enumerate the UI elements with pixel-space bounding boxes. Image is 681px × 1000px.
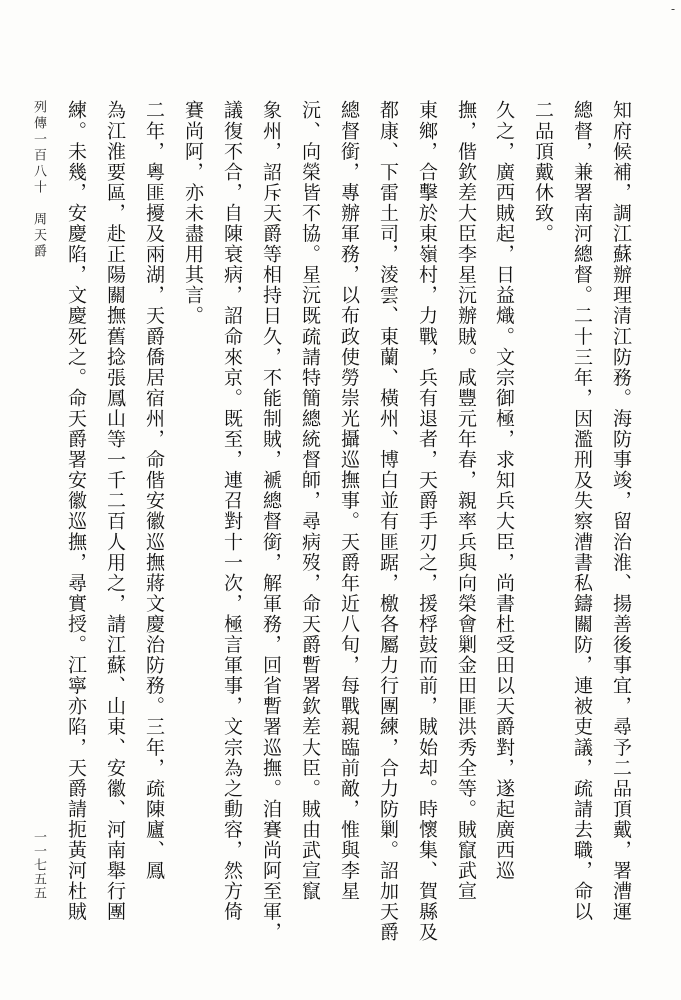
page-number: 一一七五五: [31, 830, 46, 900]
top-edge-mark: -: [670, 2, 675, 16]
text-column-14: 為江淮要區，赴正陽關撫舊捻張鳳山等一千二百人用之，請江蘇、山東、安徽、河南舉行團: [104, 100, 126, 922]
text-column-9: 沅、向榮皆不協。星沅既疏請特簡總統督師，尋病歿，命天爵暫署欽差大臣。賊由武宣竄: [299, 100, 321, 902]
text-column-5: 撫，偕欽差大臣李星沅辦賊。咸豐元年春，親率兵與向榮會剿金田匪洪秀全等。賊竄武宣: [455, 100, 477, 902]
text-column-8: 總督銜，專辦軍務，以布政使勞崇光攝巡撫事。天爵年近八旬，每戰親臨前敵，惟與李星: [338, 100, 360, 902]
text-column-11: 議復不合，自陳衰病，詔命來京。既至，連召對十一次，極言軍事，文宗為之動容，然方倚: [221, 100, 243, 922]
running-head: 列傳一百八十 周天爵: [31, 100, 46, 260]
text-column-4: 久之，廣西賊起，日益熾。文宗御極，求知兵大臣，尚書杜受田以天爵對，遂起廣西巡: [493, 100, 515, 881]
text-column-10: 象州，詔斥天爵等相持日久，不能制賊，褫總督銜，解軍務，回省暫署巡撫。洎賽尚阿至軍，: [260, 100, 282, 943]
text-column-1: 知府候補，調江蘇辦理清江防務。海防事竣，留治淮、揚善後事宜，尋予二品頂戴，署漕運: [610, 100, 632, 922]
text-column-6: 東鄉，合擊於東嶺村，力戰，兵有退者，天爵手刃之，援桴鼓而前，賊始却。時懷集、賀縣及: [416, 100, 438, 943]
text-column-13: 二年，粵匪擾及兩湖，天爵僑居宿州，命偕安徽巡撫蔣文慶治防務。三年，疏陳廬、鳳: [143, 100, 165, 881]
text-column-3: 二品頂戴休致。: [532, 100, 554, 244]
text-column-12: 賽尚阿，亦未盡用其言。: [182, 100, 204, 327]
text-column-7: 都康、下雷土司，淩雲、東蘭、橫州、博白並有匪踞，檄各屬力行團練，合力防剿。詔加天爵: [377, 100, 399, 943]
text-column-15: 練。未幾，安慶陷，文慶死之。命天爵署安徽巡撫，尋實授。江寧亦陷，天爵請扼黃河杜賊: [65, 100, 87, 922]
text-column-2: 總督，兼署南河總督。二十三年，因濫刑及失察漕書私鑄關防，連被吏議，疏請去職，命以: [571, 100, 593, 922]
